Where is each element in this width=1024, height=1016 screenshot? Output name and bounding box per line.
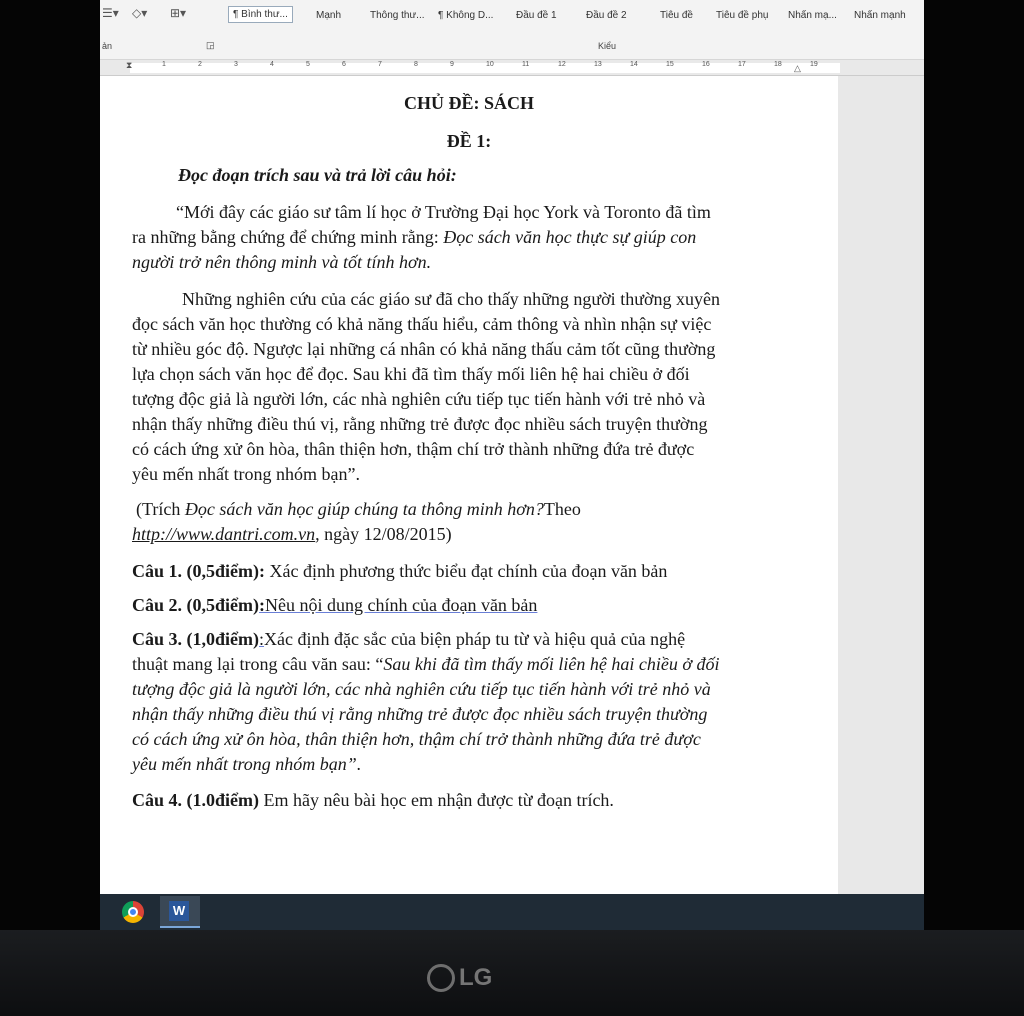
question-3-colon: : xyxy=(259,629,265,649)
question-4 xyxy=(132,790,614,811)
style-subtitle[interactable]: Tiêu đề phụ xyxy=(716,10,769,21)
question-3-quote-line: nhận thấy những điều thú vị rằng những trẻ được đọc nhiều sách truyện thường xyxy=(132,704,708,724)
p1-line-2-italic: Đọc sách văn học thực sự giúp con xyxy=(443,227,697,247)
chrome-icon[interactable] xyxy=(122,901,144,923)
p1-line-2-text: ra những bằng chứng để chứng minh rằng: xyxy=(132,227,444,247)
exam-heading: ĐỀ 1: xyxy=(446,131,492,151)
borders-icon[interactable]: ⊞▾ xyxy=(170,6,187,20)
styles-group-label: Kiểu xyxy=(598,41,617,51)
ruler-tick: 8 xyxy=(414,61,418,68)
source-line-2 xyxy=(132,524,452,545)
style-normal[interactable]: ¶ Bình thư... xyxy=(228,6,293,23)
ruler-tick: 17 xyxy=(738,61,746,68)
p1-line-1: “Mới đây các giáo sư tâm lí học ở Trường Đại học York và Toronto đã tìm xyxy=(176,202,711,222)
style-heading-2[interactable]: Đầu đề 2 xyxy=(586,10,627,21)
ruler-tick: 19 xyxy=(810,61,818,68)
question-3-quote-start: Sau khi đã tìm thấy mối liên hệ hai chiều ở đối xyxy=(383,654,720,674)
style-emphasis[interactable]: Nhấn mạnh xyxy=(854,10,906,21)
p2-line-1: Những nghiên cứu của các giáo sư đã cho thấy những người thường xuyên xyxy=(182,289,720,309)
monitor-bezel xyxy=(0,930,1024,1016)
source-link[interactable]: http://www.dantri.com.vn xyxy=(132,524,316,544)
ruler-tick: 12 xyxy=(558,61,566,68)
style-strong[interactable]: Mạnh xyxy=(316,10,342,21)
word-taskbar-button[interactable] xyxy=(160,896,200,928)
question-4-label: Câu 4. (1.0điểm) xyxy=(132,790,259,810)
style-subtle-emphasis[interactable]: Nhấn mạ... xyxy=(788,10,837,21)
p2-line-6: nhận thấy những điều thú vị, rằng những trẻ được đọc nhiều sách truyện thường xyxy=(132,414,708,434)
indent-marker-icon[interactable]: ⧗ xyxy=(126,60,133,70)
ruler-tick: 10 xyxy=(486,61,494,68)
ribbon-group-labels xyxy=(100,38,924,60)
right-indent-marker-icon[interactable]: △ xyxy=(794,63,801,73)
question-3-line-1 xyxy=(132,629,685,650)
instruction: Đọc đoạn trích sau và trả lời câu hỏi: xyxy=(178,165,457,185)
question-2 xyxy=(132,595,537,616)
p2-line-2: đọc sách văn học thường có khả năng thấu hiểu, cảm thông và nhìn nhận sự việc xyxy=(132,314,712,334)
style-no-spacing[interactable]: ¶ Không D... xyxy=(438,10,494,21)
dialog-launcher-icon[interactable]: ◲ xyxy=(206,40,215,50)
question-1 xyxy=(132,561,667,582)
ruler-tick: 3 xyxy=(234,61,238,68)
question-1-text: Xác định phương thức biểu đạt chính của đoạn văn bản xyxy=(265,561,668,581)
ruler-tick: 7 xyxy=(378,61,382,68)
ruler-tick: 4 xyxy=(270,61,274,68)
source-title: Đọc sách văn học giúp chúng ta thông minh hơn? xyxy=(184,499,544,519)
question-3-label: Câu 3. (1,0điểm) xyxy=(132,629,259,649)
source-date: , ngày 12/08/2015) xyxy=(315,524,452,544)
question-3-quote-line: tượng độc giả là người lớn, các nhà nghiên cứu tiếp tục tiến hành với trẻ nhỏ và xyxy=(132,679,711,699)
p2-line-7: có cách ứng xử ôn hòa, thân thiện hơn, thậm chí trở thành những đứa trẻ được xyxy=(132,439,695,459)
question-4-text: Em hãy nêu bài học em nhận được từ đoạn trích. xyxy=(259,790,614,810)
source-line-1 xyxy=(136,499,581,520)
ruler-tick: 9 xyxy=(450,61,454,68)
p1-line-2 xyxy=(132,227,696,248)
document-page[interactable] xyxy=(100,76,838,894)
photo-frame-left xyxy=(0,0,100,1016)
source-theo: Theo xyxy=(543,499,581,519)
fill-color-icon[interactable]: ◇▾ xyxy=(132,6,148,20)
question-3-line-2 xyxy=(132,654,719,675)
taskbar xyxy=(100,894,924,930)
ruler-tick: 2 xyxy=(198,61,202,68)
ruler-tick: 18 xyxy=(774,61,782,68)
word-icon: W xyxy=(169,901,189,921)
lg-logo-circle-icon xyxy=(427,964,455,992)
ruler-tick: 6 xyxy=(342,61,346,68)
question-3-text: Xác định đặc sắc của biện pháp tu từ và hiệu quả của nghệ xyxy=(264,629,686,649)
question-2-text: Nêu nội dung chính của đoạn văn bản xyxy=(265,595,538,615)
question-2-label: Câu 2. (0,5điểm) xyxy=(132,595,259,615)
ruler-tick: 1 xyxy=(162,61,166,68)
style-heading-1[interactable]: Đầu đề 1 xyxy=(516,10,557,21)
p2-line-8: yêu mến nhất trong nhóm bạn”. xyxy=(132,464,360,484)
question-2-colon xyxy=(259,595,537,615)
question-3-quote-line: có cách ứng xử ôn hòa, thân thiện hơn, thậm chí trở thành những đứa trẻ được xyxy=(132,729,701,749)
topic-heading: CHỦ ĐỀ: SÁCH xyxy=(403,93,534,113)
question-1-label: Câu 1. (0,5điểm): xyxy=(132,561,265,581)
ruler-tick: 13 xyxy=(594,61,602,68)
ruler-tick: 16 xyxy=(702,61,710,68)
ruler-tick: 5 xyxy=(306,61,310,68)
style-title[interactable]: Tiêu đề xyxy=(660,10,693,21)
question-3-quote-line: yêu mến nhất trong nhóm bạn”. xyxy=(132,754,362,774)
ruler-tick: 11 xyxy=(522,61,530,68)
question-2-colon-text: : xyxy=(259,595,265,615)
p1-line-3: người trở nên thông minh và tốt tính hơn. xyxy=(132,252,432,272)
horizontal-ruler[interactable] xyxy=(100,60,924,76)
p2-line-4: lựa chọn sách văn học để đọc. Sau khi đã tìm thấy mối liên hệ hai chiều ở đối xyxy=(132,364,690,384)
question-3-line-2-text: thuật mang lại trong câu văn sau: “ xyxy=(132,654,384,674)
source-prefix: (Trích xyxy=(136,499,185,519)
ribbon xyxy=(100,0,924,38)
list-icon[interactable]: ☰▾ xyxy=(102,6,119,20)
style-normal-2[interactable]: Thông thư... xyxy=(370,10,425,21)
p2-line-3: từ nhiều góc độ. Ngược lại những cá nhân có khả năng thấu cảm tốt cũng thường xyxy=(132,339,716,359)
document-canvas xyxy=(100,76,924,894)
lg-logo xyxy=(427,962,497,996)
photo-frame-right xyxy=(924,0,1024,1016)
lg-logo-text: LG xyxy=(459,964,493,991)
paragraph-group-label: ản xyxy=(102,41,113,51)
ruler-tick: 15 xyxy=(666,61,674,68)
ruler-tick: 14 xyxy=(630,61,638,68)
p2-line-5: tượng độc giả là người lớn, các nhà nghiên cứu tiếp tục tiến hành với trẻ nhỏ và xyxy=(132,389,706,409)
page-gutter xyxy=(838,76,924,894)
